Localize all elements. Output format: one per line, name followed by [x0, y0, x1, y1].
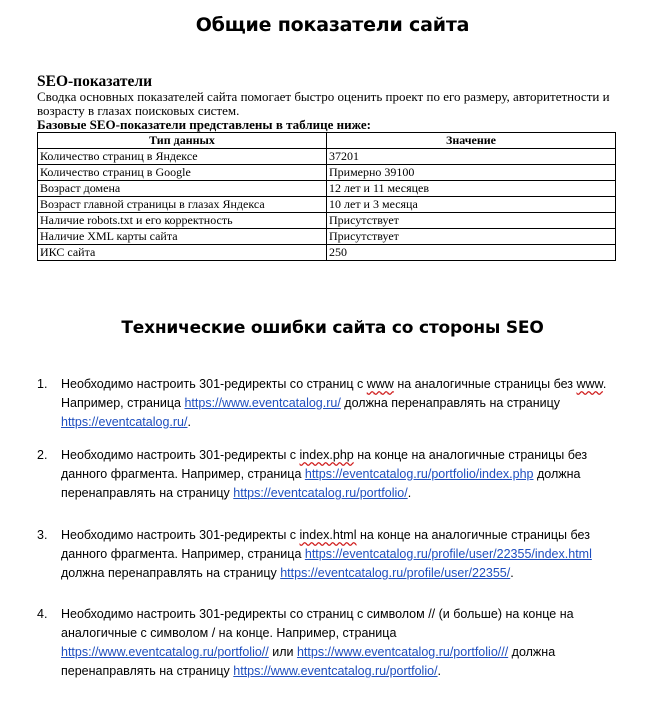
text-fragment: на конце на аналогичные страницы без — [356, 528, 590, 542]
text-fragment: . — [407, 486, 412, 500]
text-fragment: Необходимо настроить 301-редиректы с — [61, 448, 300, 462]
table-cell-value: Присутствует — [327, 229, 616, 245]
table-cell-type: Наличие XML карты сайта — [38, 229, 327, 245]
table-row — [38, 181, 616, 197]
text-fragment: index.html — [299, 528, 357, 542]
text-fragment: данного фрагмента. Например, страница — [61, 547, 305, 561]
text-fragment: должна перенаправлять на страницу — [340, 396, 561, 410]
seo-table — [37, 132, 616, 261]
page-title: Общие показатели сайта — [195, 14, 470, 36]
list-item — [37, 605, 652, 681]
list-item — [37, 446, 652, 503]
table-cell-type: Наличие robots.txt и его корректность — [38, 213, 327, 229]
table-row — [38, 165, 616, 181]
text-fragment: www — [576, 377, 603, 391]
table-header-row — [38, 133, 616, 149]
text-fragment: . — [510, 566, 514, 580]
table-cell-value: 12 лет и 11 месяцев — [327, 181, 616, 197]
table-cell-type: Количество страниц в Google — [38, 165, 327, 181]
table-header-value: Значение — [327, 133, 616, 149]
table-row — [38, 229, 616, 245]
text-fragment: перенаправлять на страницу — [61, 486, 234, 500]
table-cell-value: 10 лет и 3 месяца — [327, 197, 616, 213]
text-fragment: должна перенаправлять на страницу — [61, 566, 281, 580]
url-link[interactable]: https://eventcatalog.ru/portfolio/index.php — [304, 467, 534, 481]
text-fragment: Необходимо настроить 301-редиректы с — [61, 528, 300, 542]
url-link[interactable]: https://eventcatalog.ru/profile/user/22355/index.html — [304, 547, 592, 561]
url-link[interactable]: https://www.eventcatalog.ru/ — [184, 396, 341, 410]
text-fragment: должна — [508, 645, 556, 659]
text-fragment: должна — [533, 467, 581, 481]
table-cell-type: ИКС сайта — [38, 245, 327, 261]
table-cell-type: Возраст домена — [38, 181, 327, 197]
table-cell-type: Количество страниц в Яндексе — [38, 149, 327, 165]
table-cell-value: 250 — [327, 245, 616, 261]
list-item-text — [61, 446, 652, 503]
text-fragment: index.php — [299, 448, 354, 462]
errors-section-title: Технические ошибки сайта со стороны SEO — [121, 318, 544, 338]
url-link[interactable]: https://www.eventcatalog.ru/portfolio// — [61, 645, 269, 659]
text-fragment: на аналогичные страницы без — [393, 377, 577, 391]
list-item — [37, 526, 652, 583]
url-link[interactable]: https://www.eventcatalog.ru/portfolio/ — [233, 664, 438, 678]
table-cell-type: Возраст главной страницы в глазах Яндекса — [38, 197, 327, 213]
text-fragment: Необходимо настроить 301-редиректы со страниц с — [61, 377, 367, 391]
text-fragment: . — [602, 377, 607, 391]
url-link[interactable]: https://eventcatalog.ru/profile/user/22355/ — [280, 566, 511, 580]
list-item-number: 2. — [37, 448, 48, 462]
text-fragment: перенаправлять на страницу — [61, 664, 234, 678]
url-link[interactable]: https://www.eventcatalog.ru/portfolio/// — [296, 645, 509, 659]
seo-heading: SEO-показатели — [37, 73, 153, 90]
list-item-number: 3. — [37, 528, 48, 542]
url-link[interactable]: https://eventcatalog.ru/ — [61, 415, 188, 429]
text-fragment: Необходимо настроить 301-редиректы со страниц с символом // (и больше) на конце на — [61, 607, 574, 621]
list-item-number: 4. — [37, 607, 48, 621]
table-row — [38, 149, 616, 165]
seo-table-caption: Базовые SEO-показатели представлены в таблице ниже: — [37, 117, 371, 132]
text-fragment: данного фрагмента. Например, страница — [61, 467, 305, 481]
list-item-text — [61, 375, 652, 432]
list-item-text — [61, 526, 652, 583]
seo-description: Сводка основных показателей сайта помогает быстро оценить проект по его размеру, авторитетности и возрасту в глазах поисковых систем. — [37, 89, 610, 118]
text-fragment: или — [268, 645, 297, 659]
url-link[interactable]: https://eventcatalog.ru/portfolio/ — [233, 486, 408, 500]
table-row — [38, 245, 616, 261]
text-fragment: . — [437, 664, 442, 678]
text-fragment: Например, страница — [61, 396, 185, 410]
seo-section — [37, 73, 627, 261]
text-fragment: на конце на аналогичные страницы без — [353, 448, 588, 462]
table-header-type: Тип данных — [38, 133, 327, 149]
table-cell-value: Присутствует — [327, 213, 616, 229]
text-fragment: www — [366, 377, 394, 391]
table-row — [38, 213, 616, 229]
text-fragment: . — [187, 415, 191, 429]
list-item-text — [61, 605, 652, 681]
list-item-number: 1. — [37, 377, 48, 391]
table-cell-value: Примерно 39100 — [327, 165, 616, 181]
text-fragment: аналогичные с символом / на конце. Например, страница — [61, 626, 397, 640]
table-row — [38, 197, 616, 213]
table-cell-value: 37201 — [327, 149, 616, 165]
list-item — [37, 375, 652, 432]
